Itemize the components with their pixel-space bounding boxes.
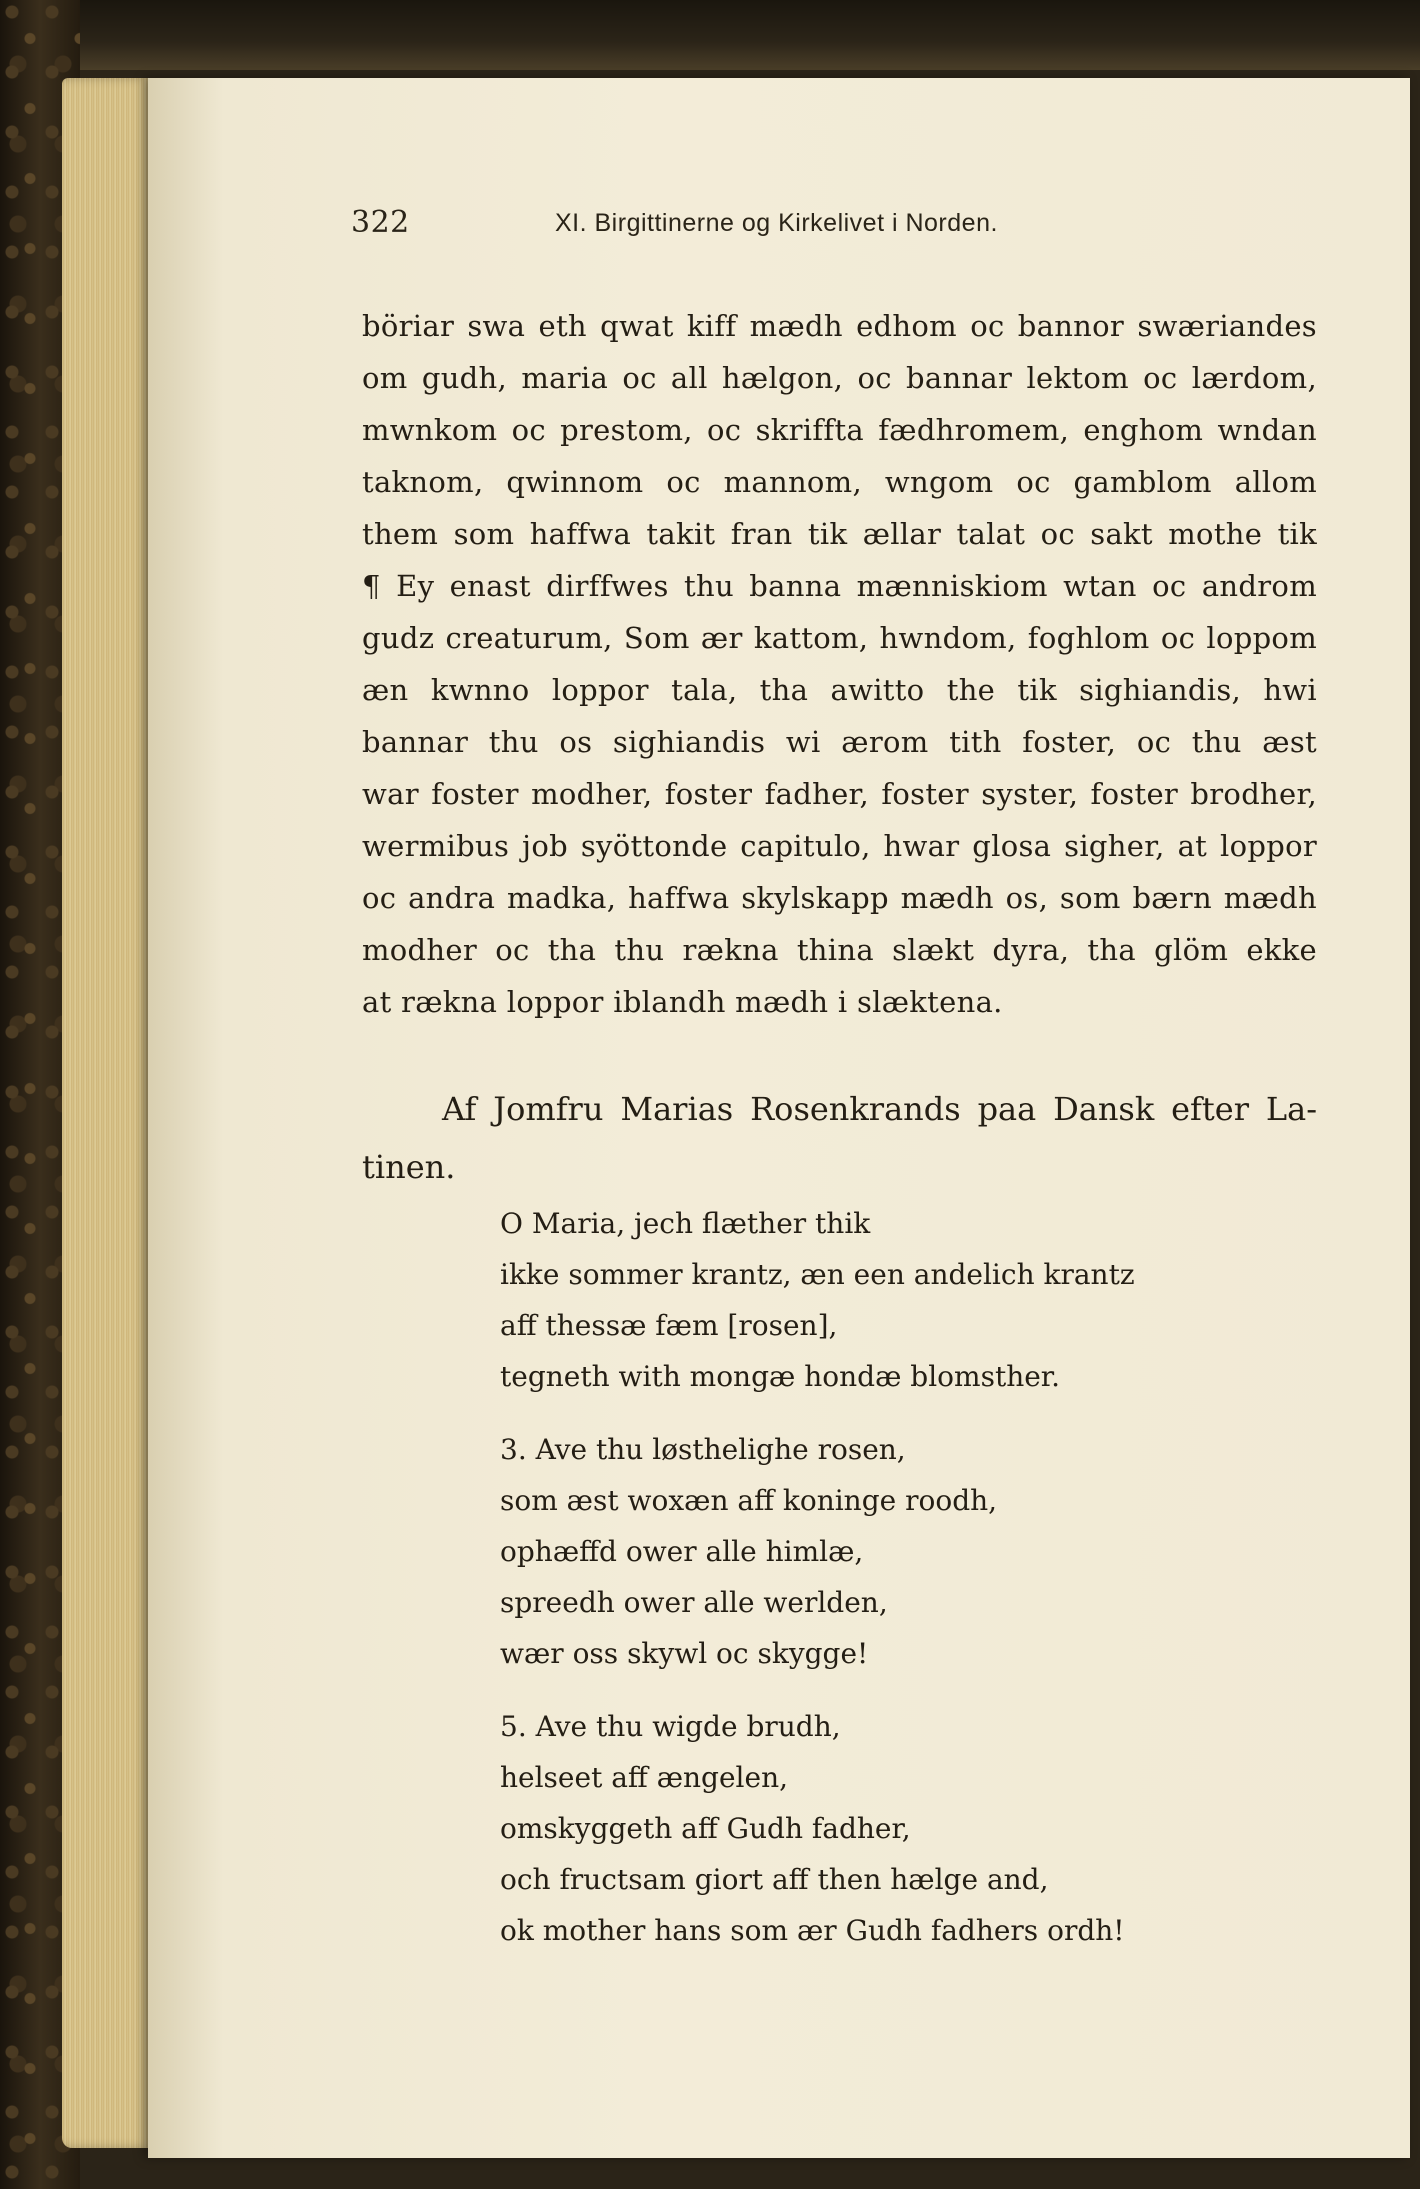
verse-line: tegneth with mongæ hondæ blomsther.: [500, 1360, 1061, 1393]
running-head: XI. Birgittinerne og Kirkelivet i Norden.: [555, 209, 998, 237]
verse-line: O Maria, jech flæther thik: [500, 1207, 871, 1240]
heading-line-1: Af Jomfru Marias Rosenkrands paa Dansk efter La-: [442, 1090, 1317, 1128]
text-line: ¶ Ey enast dirffwes thu banna mænniskiom wtan oc androm: [362, 569, 1317, 603]
verse-line: wær oss skywl oc skygge!: [500, 1637, 869, 1670]
poem: [500, 1198, 1260, 1978]
verse-line: aff thessæ fæm [rosen],: [500, 1309, 838, 1342]
body-text: [362, 300, 1317, 1028]
text-line: bannar thu os sighiandis wi ærom tith foster, oc thu æst: [362, 725, 1317, 759]
page-number: 322: [351, 205, 410, 240]
stanza: [500, 1424, 1260, 1679]
verse-line: ophæffd ower alle himlæ,: [500, 1535, 864, 1568]
text-line: war foster modher, foster fadher, foster syster, foster brodher,: [362, 777, 1317, 811]
verse-line: och fructsam giort aff then hælge and,: [500, 1863, 1049, 1896]
book-top-shadow: [0, 0, 1420, 70]
text-line: böriar swa eth qwat kiff mædh edhom oc bannor swæriandes: [362, 309, 1317, 343]
verse-line: som æst woxæn aff koninge roodh,: [500, 1484, 998, 1517]
text-line: taknom, qwinnom oc mannom, wngom oc gamblom allom: [362, 465, 1317, 499]
verse-line: ok mother hans som ær Gudh fadhers ordh!: [500, 1914, 1125, 1947]
verse-line: omskyggeth aff Gudh fadher,: [500, 1812, 911, 1845]
stanza: [500, 1198, 1260, 1402]
text-line: æn kwnno loppor tala, tha awitto the tik sighiandis, hwi: [362, 673, 1317, 707]
verse-line: 3. Ave thu løsthelighe rosen,: [500, 1433, 906, 1466]
page-edges: [62, 78, 152, 2148]
text-line: at rækna loppor iblandh mædh i slæktena.: [362, 985, 1003, 1019]
text-line: wermibus job syöttonde capitulo, hwar glosa sigher, at loppor: [362, 829, 1317, 863]
verse-line: helseet aff ængelen,: [500, 1761, 789, 1794]
section-heading: [362, 1080, 1317, 1196]
text-line: oc andra madka, haffwa skylskapp mædh os, som bærn mædh: [362, 881, 1317, 915]
verse-line: ikke sommer krantz, æn een andelich krantz: [500, 1258, 1135, 1291]
text-line: om gudh, maria oc all hælgon, oc bannar lektom oc lærdom,: [362, 361, 1317, 395]
verse-line: 5. Ave thu wigde brudh,: [500, 1710, 841, 1743]
text-line: them som haffwa takit fran tik ællar talat oc sakt mothe tik: [362, 517, 1317, 551]
text-line: gudz creaturum, Som ær kattom, hwndom, foghlom oc loppom: [362, 621, 1317, 655]
heading-line-2: tinen.: [362, 1148, 456, 1186]
stanza: [500, 1701, 1260, 1956]
verse-line: spreedh ower alle werlden,: [500, 1586, 888, 1619]
text-line: mwnkom oc prestom, oc skriffta fædhromem, enghom wndan: [362, 413, 1317, 447]
text-line: modher oc tha thu rækna thina slækt dyra, tha glöm ekke: [362, 933, 1317, 967]
